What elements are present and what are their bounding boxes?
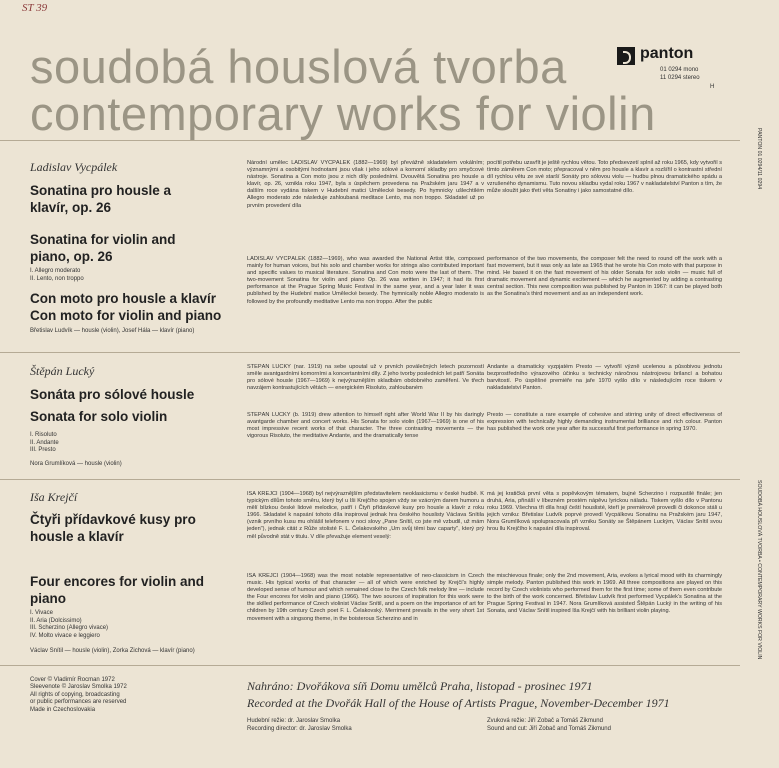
- liner-notes-czech-1: IŠA KREJČÍ (1904—1968) byl nejvýraznějším představitelem neoklasicismu v české hudbě. K typickým dílům tohoto směru, který byl u Iši Krejčího spojen vždy se vzácným darem humoru a mělí blízkou české lidové melodice, patří i Čtyři přídavkové kusy pro housle a klavír z roku 1966. Skladatel k napsání tohoto díla inspiroval jednak hra českého houslisty Václava Snítila (vznik prvního kusu mu ohlášil telefonem v noci slovy „Pane Snítil, co jste mě vzbudil, už mám jeden"), jednak citát z Růže stolisté F. L. Čelakovského „Um svůj těmi bav caparty", který prý měl původně stát v titulu. V díle převažuje element veselý:: [247, 491, 484, 540]
- movement: I. Vivace: [30, 610, 53, 616]
- spine-title: SOUDOBÁ HOUSLOVÁ TVORBA • CONTEMPORARY WORKS FOR VIOLIN: [756, 480, 762, 660]
- movement: III. Scherzino (Allegro vivace): [30, 625, 109, 632]
- music-director-english: Recording director: dr. Jaroslav Smolka: [247, 726, 352, 732]
- liner-notes-czech-2: Andante a dramaticky vyzpjatém Presto — vytvořil význě ucelenou a působivou jednotu bezprostředního výrazového účinku s technicky náročnou nástrojovou brilancí a bohatou barvitostí. Po úspěšné premiéře na jaře 1970 vyšlo dílo v následujícím roce tiskem v nakladatelství Panton.: [487, 364, 722, 392]
- performers: Nora Grumlíková — housle (violin): [30, 461, 122, 467]
- movement-list: [30, 610, 108, 640]
- divider: [0, 140, 740, 141]
- movement: II. Aria (Dolcissimo): [30, 617, 82, 624]
- performers: Břetislav Ludvík — housle (violin), Josef Hála — klavír (piano): [30, 328, 195, 334]
- recording-location-english: Recorded at the Dvořák Hall of the House of Artists Prague, November-December 1971: [247, 696, 670, 710]
- credit-line: or public performances are reserved: [30, 699, 127, 706]
- movement-list: [30, 432, 59, 455]
- catalog-stereo: 11 0294 stereo: [660, 75, 700, 81]
- liner-notes-english-1: ŠTĚPÁN LUCKÝ (b. 1919) drew attention to himself right after World War II by his daringly avantgarde chamber and concert works. His Sonata for solo violin (1967—1969) is one of his most impressive recent works of that character. The three contrasting movements — the vigorous Risoluto, the meditative Andante, and the dramatically tense: [247, 412, 484, 440]
- work-title-czech: Čtyři přídavkové kusy pro housle a klavír: [30, 512, 196, 544]
- liner-notes-czech-1: ŠTĚPÁN LUCKÝ (nar. 1919) na sebe upoutal už v prvních poválečných letech pozorností směle avantgardními komorními a koncertantními díly. Z jeho tvorby posledních let patří Sonáta pro sólové housle (1967—1969) k nejvýraznějším skladbám obdobného zaměření. Ve třech navzájem kontrastujících větách — energickém Risoluto, zahloubaném: [247, 364, 484, 392]
- liner-notes-english-2: Presto — constitute a rare example of cohesive and stirring unity of direct effectiveness of expression with technically highly demanding instrumental brilliance and rich colour. Panton has published the work one year after its successful first performance in spring 1970.: [487, 412, 722, 433]
- catalog-code: H: [710, 84, 715, 90]
- liner-notes-czech-2: má jej kratičká první věta s popěvkovým tématem, bujné Scherzino i rozpustilé finále; jen druhá, Aria, přináší v líbezném prostém nápěvu lyrickou náladu. Tiskem vyšlo dílo v Pantonu roku 1969. Všechna tři díla hrají čeští houslisté, kteří je premiérově provedli či dokonce stáli u jejich vzniku: Břetislav Ludvík poprvé provedl Vycpálkovu Sonatinu na Pražském jaru 1947, Nora Grumlíková spolupracovala při vzniku Sonáty se Štěpánem Luckým, Václav Snítil svou hrou llu Krejčího k napsání díla inspiroval.: [487, 491, 722, 533]
- work-title-english: Sonatina for violin and piano, op. 26: [30, 232, 176, 264]
- work-title-czech: Sonatina pro housle a klavír, op. 26: [30, 183, 172, 215]
- handwritten-code: ST 39: [22, 2, 48, 14]
- catalog-mono: 01 0294 mono: [660, 67, 699, 73]
- liner-notes-english-2: the mischievous finale; only the 2nd movement, Aria, evokes a lyrical mood with its charmingly simple melody. Panton published this work in 1969. All three compositions are played on this record by Czech violinists who performed them for the first time; some of them even contribute to the birth of the work concerned. Břetislav Ludvík first performed Vycpálek's Sonatina at the Prague Spring Festival in 1947. Nora Grumlíková assisted Štěpán Lucký in the writing of his Sonata, and Václav Snítil inspired Iša Krejčí with his brilliant violin playing.: [487, 573, 722, 615]
- spine-catalog-top: PANTON 01 0294/11 0294: [756, 128, 762, 190]
- composer-name: Iša Krejčí: [30, 490, 78, 504]
- movement: I. Allegro moderato: [30, 268, 81, 274]
- title-czech: soudobá houslová tvorba: [30, 40, 567, 93]
- credit-line: All rights of copying, broadcasting: [30, 691, 120, 698]
- movement-list: [30, 268, 84, 283]
- credits: [30, 677, 127, 714]
- liner-notes-english-2: performance of the two movements, the composer felt the need to round off the work with a fast movement, but it was only as late as 1965 that he wrote his Con moto with that purpose in mind. He based it on the fast movement of his older Sonata for solo violin — music full of dramatic movement and dynamic excitement — which he augmented by adding a contrasting central section. This new composition was published by Panton in 1967: it can be played both as the Sonatina's third movement and as an independent work.: [487, 256, 722, 298]
- movement: IV. Molto vivace e leggiero: [30, 632, 100, 639]
- liner-notes-english-1: IŠA KREJČÍ (1904—1968) was the most notable representative of neo-classicism in Czech music. His typical works of that character — all of which were enriched by Krejčí's highly developed sense of humour and which remained close to the Czech folk melody line — include the Four encores for violin and piano (1966). The two sources of inspiration for this work were the skilled performance of Czech violinist Václav Snítil, and a poem on the importance of art for children by 19th century Czech poet F. L. Čelakovský. Merriment prevails in the very short 1st movement with a singsong theme, in the boisterous Scherzino and in: [247, 573, 484, 622]
- divider: [0, 479, 740, 480]
- composer-name: Ladislav Vycpálek: [30, 160, 118, 174]
- sound-credits-english: Sound and cut: Jiří Zobač and Tomáš Zikmund: [487, 726, 611, 732]
- credit-line: Made in Czechoslovakia: [30, 706, 96, 713]
- panton-logo: [617, 47, 635, 65]
- work-title-czech: Sonáta pro sólové housle: [30, 387, 195, 402]
- performers: Václav Snítil — housle (violin), Zorka Zichová — klavír (piano): [30, 648, 195, 654]
- work2-title-czech: Con moto pro housle a klavír: [30, 291, 217, 306]
- work-title-english: Sonata for solo violin: [30, 409, 168, 424]
- liner-notes-english-1: LADISLAV VYCPÁLEK (1882—1969), who was awarded the National Artist title, composed mainly for human voices, but his solo and chamber works for strings also contributed important and specific values to musical literature. Sonatina and Con moto were the last of them. The two-movement Sonatina for violin and piano Op. 26 was written in 1947; it had its first performance at the Prague Spring Music Festival in the same year, and a year later it was published by the Hudební matice Umělecké besedy. The hymnically noble Allegro moderato is followed by the profoundly meditative Lento ma non troppo. After the public: [247, 256, 484, 305]
- movement: II. Andante: [30, 439, 59, 446]
- panton-wordmark: panton: [640, 45, 694, 62]
- credit-line: Cover © Vladimír Rocman 1972: [30, 677, 115, 683]
- divider: [0, 665, 740, 666]
- title-english: contemporary works for violin: [30, 87, 656, 140]
- liner-notes-czech-2: pocítil potřebu uzavřít je ještě rychlou větou. Toto předsevzetí splnil až roku 1965, kdy vytvořil s tímto záměrem Con moto; přepracoval v něm pro housle a klavír a rozšířil o kontrastní střední díl rychlou větu ze své starší Sonáty pro sólovou violu — hudbu plnou dramatického spádu a vzrušeného dynamismu. Tuto novou skladbu vydal roku 1967 v nakladatelství Panton s tím, že může sloužit jako třetí věta Sonatiny i jako samostatné dílo.: [487, 160, 722, 195]
- movement: III. Presto: [30, 447, 56, 454]
- liner-notes-czech-1: Národní umělec LADISLAV VYCPÁLEK (1882—1969) byl převážně skladatelem vokálním; významnými a osobitými hodnotami jsou však i jeho sólové a komorní skladby pro smyčcové nástroje. Sonatina a Con moto jsou z nich díly posledními. Dvouvětá Sonatina pro housle a klavír, op. 26, vznikla roku 1947, byla s úspěchem provedena na Pražském jaru 1947 a v dalším roce vydána tiskem v Hudební matici Umělecké besedy. Po hymnicky ušlechtilém Allegro moderato zde následuje zahloubaná meditace Lento, ma non troppo. Skladatel už po prvním provedení díla: [247, 160, 484, 209]
- music-director-czech: Hudební režie: dr. Jaroslav Smolka: [247, 718, 341, 724]
- sound-credits-czech: Zvuková režie: Jiří Zobač a Tomáš Zikmund: [487, 718, 603, 724]
- composer-name: Štěpán Lucký: [30, 364, 95, 378]
- movement: II. Lento, non troppo: [30, 275, 84, 282]
- work2-title-english: Con moto for violin and piano: [30, 308, 222, 323]
- recording-location-czech: Nahráno: Dvořákova síň Domu umělců Praha, listopad - prosinec 1971: [247, 679, 593, 693]
- movement: I. Risoluto: [30, 432, 57, 438]
- credit-line: Sleevenote © Jaroslav Smolka 1972: [30, 684, 127, 691]
- work-title-english: Four encores for violin and piano: [30, 574, 205, 606]
- divider: [0, 352, 740, 353]
